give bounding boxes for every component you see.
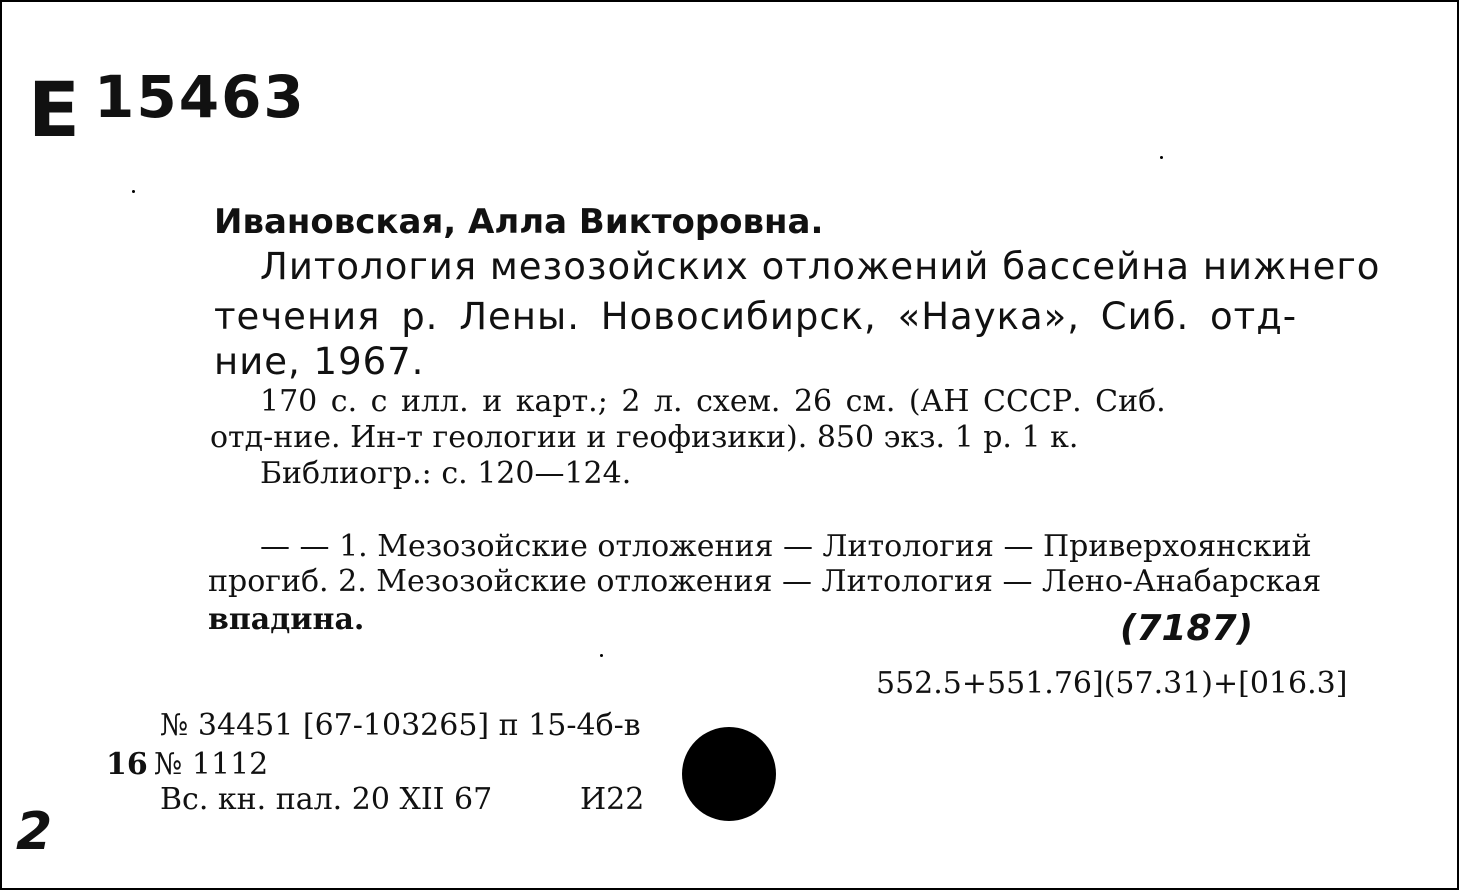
title-line-1: Литология мезозойских отложений бассейна нижнего: [260, 245, 1381, 288]
registration-prefix: 16: [106, 747, 148, 782]
call-number-letter: E: [28, 65, 80, 154]
title-line-2: течения р. Лены. Новосибирск, «Наука», Сиб. отд-: [214, 295, 1298, 338]
subject-line-1: — — 1. Мезозойские отложения — Литология — Приверхоянский: [260, 529, 1312, 564]
speck: [132, 190, 135, 193]
subject-line-2: прогиб. 2. Мезозойские отложения — Литология — Лено-Анабарская: [208, 564, 1322, 599]
registration-line-2: № 1112: [154, 747, 269, 782]
author-heading: Ивановская, Алла Викторовна.: [214, 202, 824, 242]
description-line-1: 170 с. с илл. и карт.; 2 л. схем. 26 см. (АН СССР. Сиб.: [260, 384, 1166, 419]
title-line-3: ние, 1967.: [214, 340, 425, 383]
classification-index: 552.5+551.76](57.31)+[016.3]: [876, 666, 1348, 701]
registration-line-3: Вс. кн. пал. 20 XII 67: [160, 782, 493, 817]
subject-line-3: впадина.: [208, 602, 365, 637]
handwritten-code: (7187): [1120, 608, 1254, 649]
punch-hole: [682, 727, 776, 821]
speck: [600, 654, 603, 657]
call-number: 15463: [94, 63, 306, 131]
speck: [1160, 156, 1163, 159]
bibliography-note: Библиогр.: с. 120—124.: [260, 456, 632, 491]
registration-line-1: № 34451 [67-103265] п 15-4б-в: [160, 708, 641, 743]
corner-mark: 2: [16, 802, 53, 862]
registration-code: И22: [580, 782, 645, 817]
description-line-2: отд-ние. Ин-т геологии и геофизики). 850 экз. 1 р. 1 к.: [210, 420, 1079, 455]
